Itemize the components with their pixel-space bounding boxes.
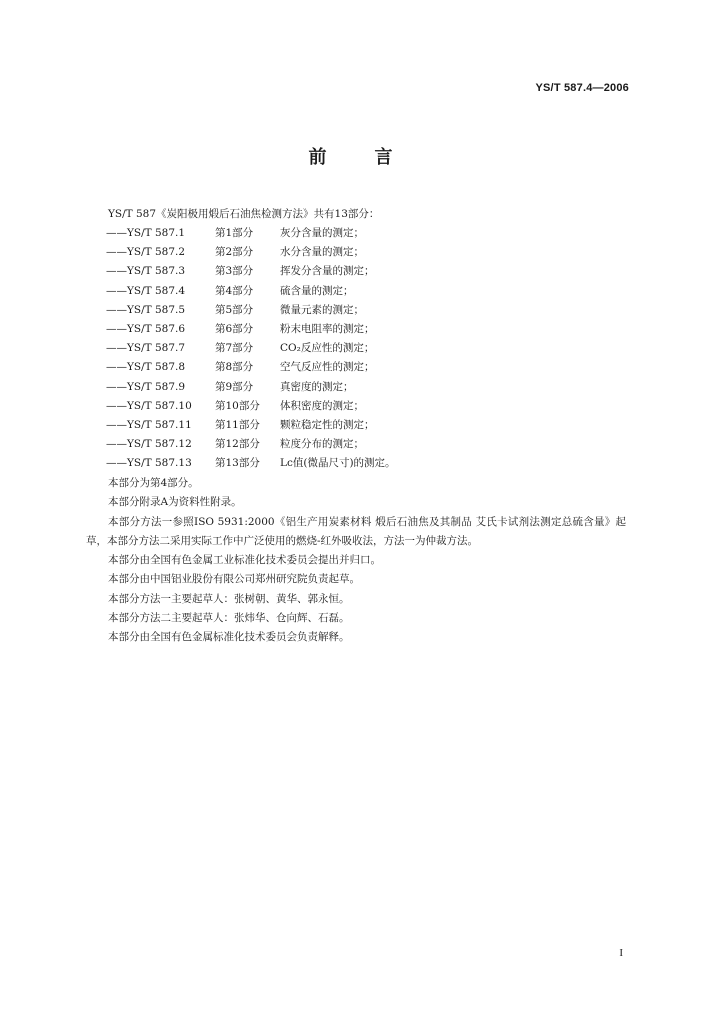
part-number: 第10部分 — [215, 399, 260, 412]
part-code: ——YS/T 587.13 — [106, 457, 192, 470]
part-number: 第1部分 — [215, 227, 254, 239]
list-item — [106, 339, 526, 358]
part-name: Lc值(微晶尺寸)的测定。 — [280, 457, 396, 470]
body-paragraphs — [86, 474, 626, 648]
list-item — [106, 262, 526, 281]
page-number: I — [619, 947, 623, 959]
part-number: 第11部分 — [215, 418, 260, 431]
part-name: 水分含量的测定； — [280, 246, 364, 259]
part-name: 真密度的测定； — [280, 380, 354, 393]
list-item — [106, 454, 526, 473]
part-code: ——YS/T 587.5 — [106, 303, 186, 316]
part-code: ——YS/T 587.2 — [106, 246, 186, 259]
page-title — [0, 143, 701, 169]
paragraph-proposer: 本部分由全国有色金属工业标准化技术委员会提出并归口。 — [108, 554, 381, 567]
part-number: 第9部分 — [215, 380, 254, 393]
intro-line: YS/T 587《炭阳极用煅后石油焦检测方法》共有13部分： — [108, 208, 380, 220]
list-item — [106, 397, 526, 416]
part-code: ——YS/T 587.4 — [106, 284, 186, 297]
list-item — [106, 416, 526, 435]
part-name: 颗粒稳定性的测定； — [280, 418, 375, 431]
list-item — [106, 243, 526, 262]
part-name: CO₂反应性的测定； — [280, 342, 375, 355]
part-number: 第4部分 — [215, 284, 254, 297]
part-code: ——YS/T 587.7 — [106, 342, 186, 355]
part-name: 灰分含量的测定； — [280, 227, 364, 239]
part-code: ——YS/T 587.3 — [106, 265, 186, 278]
paragraph-part-number: 本部分为第4部分。 — [108, 477, 199, 489]
part-number: 第3部分 — [215, 265, 254, 278]
paragraph-appendix: 本部分附录A为资料性附录。 — [108, 496, 242, 509]
paragraph-method1-drafters: 本部分方法一主要起草人：张树朝、黄华、郭永恒。 — [108, 592, 350, 605]
list-item — [106, 320, 526, 339]
part-number: 第6部分 — [215, 322, 254, 335]
part-number: 第12部分 — [215, 438, 260, 451]
part-number: 第5部分 — [215, 303, 254, 316]
part-name: 粒度分布的测定； — [280, 438, 364, 451]
paragraph-method: 本部分方法一参照ISO 5931:2000《铝生产用炭素材料 煅后石油焦及其制品 艾氏卡试剂法测定总硫含量》起草，本部分方法二采用实际工作中广泛使用的燃烧-红外吸收法，方法一为仲裁方法。 — [86, 515, 626, 547]
part-code: ——YS/T 587.8 — [106, 361, 186, 374]
part-name: 体积密度的测定； — [280, 399, 364, 412]
part-name: 挥发分含量的测定； — [280, 265, 375, 278]
part-number: 第2部分 — [215, 246, 254, 259]
part-name: 空气反应性的测定； — [280, 361, 375, 374]
part-code: ——YS/T 587.10 — [106, 399, 192, 412]
parts-list — [106, 224, 526, 473]
list-item — [106, 282, 526, 301]
list-item — [106, 435, 526, 454]
list-item — [106, 224, 526, 243]
part-code: ——YS/T 587.1 — [106, 227, 186, 239]
standard-code: YS/T 587.4—2006 — [535, 82, 629, 94]
part-number: 第8部分 — [215, 361, 254, 374]
part-code: ——YS/T 587.9 — [106, 380, 186, 393]
list-item — [106, 301, 526, 320]
part-name: 硫含量的测定； — [280, 284, 354, 297]
title-char-2: 言 — [374, 147, 393, 168]
paragraph-interpretation: 本部分由全国有色金属标准化技术委员会负责解释。 — [108, 631, 350, 644]
part-code: ——YS/T 587.12 — [106, 438, 192, 451]
paragraph-drafting-org: 本部分由中国铝业股份有限公司郑州研究院负责起草。 — [108, 573, 360, 586]
part-code: ——YS/T 587.6 — [106, 322, 186, 335]
paragraph-method2-drafters: 本部分方法二主要起草人：张炜华、仓向辉、石磊。 — [108, 612, 350, 625]
part-code: ——YS/T 587.11 — [106, 418, 192, 431]
part-number: 第13部分 — [215, 457, 260, 470]
title-char-1: 前 — [308, 147, 327, 168]
part-name: 粉末电阻率的测定； — [280, 322, 375, 335]
part-number: 第7部分 — [215, 342, 254, 355]
list-item — [106, 358, 526, 377]
list-item — [106, 378, 526, 397]
part-name: 微量元素的测定； — [280, 303, 364, 316]
